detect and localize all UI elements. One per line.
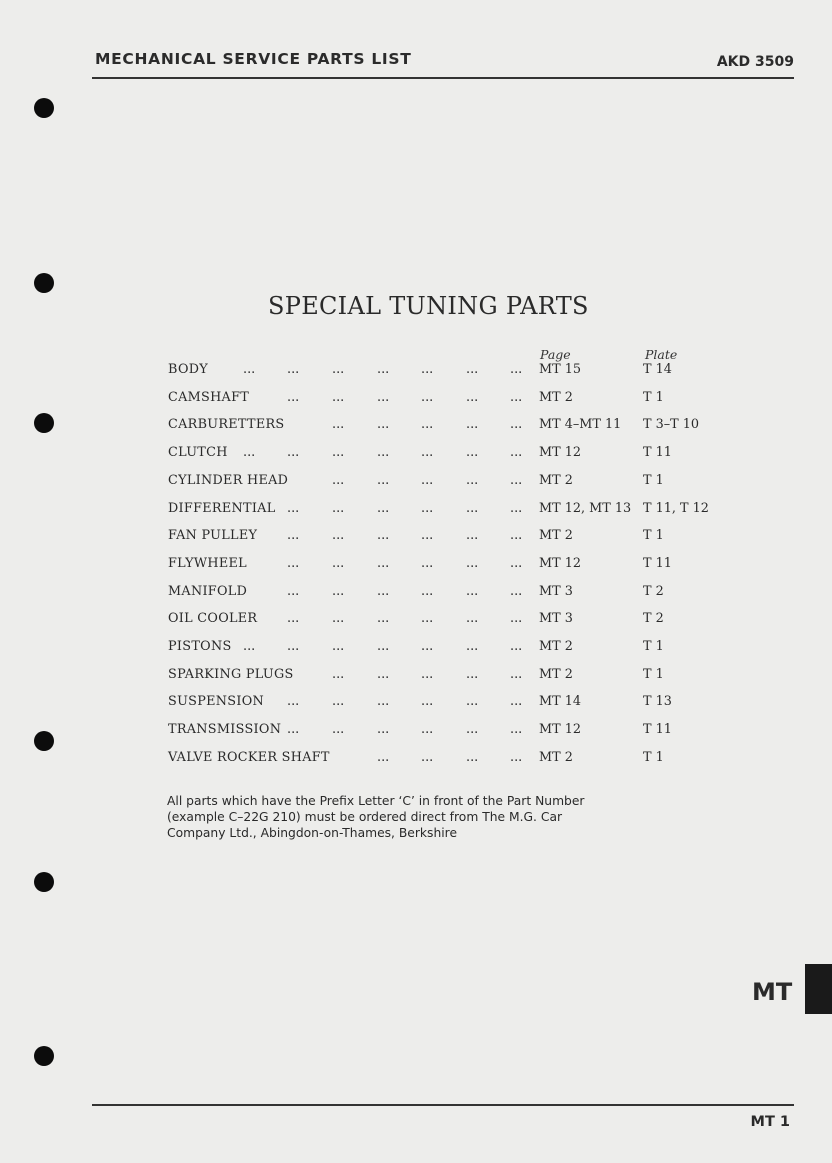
part-group-name: PISTONS	[168, 639, 232, 654]
parts-index-row: PISTONS ... ... ... ... ... ... ... MT 2 T 1	[168, 639, 664, 654]
parts-index-row: CAMSHAFT ... ... ... ... ... ... MT 2 T 1	[168, 389, 664, 405]
note-line: Company Ltd., Abingdon-on-Thames, Berkshire	[167, 826, 458, 840]
binder-hole	[34, 98, 54, 118]
plate-reference: T 3–T 10	[643, 417, 700, 433]
parts-index-row: SUSPENSION ... ... ... ... ... ... MT 14 T 13	[168, 694, 672, 710]
binder-hole	[34, 872, 54, 892]
parts-index-row: SPARKING PLUGS ... ... ... ... ... MT 2 T 1	[168, 666, 664, 682]
page-reference: MT 12	[539, 445, 581, 461]
ordering-note	[167, 793, 657, 841]
parts-index-row: DIFFERENTIAL ... ... ... ... ... ... MT 12, MT 13 T 11, T 12	[168, 500, 709, 516]
parts-index-row: TRANSMISSION ... ... ... ... ... ... MT 12 T 11	[168, 722, 672, 738]
part-group-name: CYLINDER HEAD	[168, 472, 289, 488]
part-group-name: BODY	[168, 362, 209, 377]
page-column-header: Page	[540, 347, 571, 362]
plate-reference: T 1	[643, 639, 664, 654]
parts-index-row: OIL COOLER ... ... ... ... ... ... MT 3 T 2	[168, 611, 664, 627]
note-line: All parts which have the Prefix Letter ‘C’ in front of the Part Number	[167, 794, 585, 808]
note-line: (example C–22G 210) must be ordered direct from The M.G. Car	[167, 810, 563, 824]
parts-index-row: CLUTCH ... ... ... ... ... ... ... MT 12 T 11	[168, 445, 672, 461]
page-reference: MT 2	[539, 639, 573, 654]
plate-reference: T 2	[643, 611, 664, 627]
parts-index-row: MANIFOLD ... ... ... ... ... ... MT 3 T 2	[168, 583, 664, 599]
part-group-name: FLYWHEEL	[168, 555, 247, 571]
plate-reference: T 13	[643, 694, 672, 710]
page-reference: MT 2	[539, 749, 573, 765]
section-tab-marker	[805, 964, 832, 1014]
part-group-name: DIFFERENTIAL	[168, 500, 276, 516]
header-rule	[92, 77, 794, 79]
part-group-name: MANIFOLD	[168, 583, 248, 599]
plate-reference: T 1	[643, 666, 664, 682]
page-reference: MT 2	[539, 472, 573, 488]
parts-index-row: FAN PULLEY ... ... ... ... ... ... MT 2 T 1	[168, 528, 664, 544]
part-group-name: CLUTCH	[168, 445, 228, 461]
parts-index-row: CARBURETTERS ... ... ... ... ... MT 4–MT 11 T 3–T 10	[168, 417, 700, 433]
section-tab-label: MT	[752, 978, 793, 1006]
plate-reference: T 1	[643, 472, 664, 488]
page-reference: MT 3	[539, 583, 573, 599]
page-reference: MT 15	[539, 362, 581, 377]
page-reference: MT 4–MT 11	[539, 417, 622, 433]
page-reference: MT 12, MT 13	[539, 500, 632, 516]
part-group-name: OIL COOLER	[168, 611, 258, 627]
plate-reference: T 11, T 12	[643, 500, 709, 516]
page-reference: MT 12	[539, 722, 581, 738]
page-reference: MT 3	[539, 611, 573, 627]
page-reference: MT 2	[539, 666, 573, 682]
plate-reference: T 2	[643, 583, 664, 599]
part-group-name: SPARKING PLUGS	[168, 666, 294, 682]
page-reference: MT 12	[539, 555, 581, 571]
plate-reference: T 14	[643, 362, 672, 377]
plate-reference: T 1	[643, 528, 664, 544]
footer-rule	[92, 1104, 794, 1106]
plate-reference: T 1	[643, 389, 664, 405]
part-group-name: FAN PULLEY	[168, 528, 258, 544]
part-group-name: VALVE ROCKER SHAFT	[168, 749, 330, 765]
parts-index-row: VALVE ROCKER SHAFT ... ... ... ... MT 2 T 1	[168, 749, 664, 765]
plate-reference: T 11	[643, 722, 672, 738]
part-group-name: CARBURETTERS	[168, 417, 285, 433]
plate-reference: T 11	[643, 555, 672, 571]
plate-column-header: Plate	[645, 347, 678, 362]
plate-reference: T 1	[643, 749, 664, 765]
plate-reference: T 11	[643, 445, 672, 461]
page-reference: MT 2	[539, 528, 573, 544]
parts-index-row: FLYWHEEL ... ... ... ... ... ... MT 12 T 11	[168, 555, 672, 571]
part-group-name: TRANSMISSION	[168, 722, 282, 738]
parts-index-row: CYLINDER HEAD ... ... ... ... ... MT 2 T 1	[168, 472, 664, 488]
part-group-name: CAMSHAFT	[168, 389, 250, 405]
section-title: SPECIAL TUNING PARTS	[268, 292, 589, 320]
binder-hole	[34, 273, 54, 293]
page-reference: MT 2	[539, 389, 573, 405]
header-title: MECHANICAL SERVICE PARTS LIST	[95, 50, 412, 68]
document-code: AKD 3509	[716, 54, 794, 70]
binder-hole	[34, 1046, 54, 1066]
page-reference: MT 14	[539, 694, 581, 710]
part-group-name: SUSPENSION	[168, 694, 264, 710]
page-number: MT 1	[750, 1114, 790, 1130]
parts-index-row: BODY ... ... ... ... ... ... ... MT 15 T 14	[168, 362, 672, 377]
